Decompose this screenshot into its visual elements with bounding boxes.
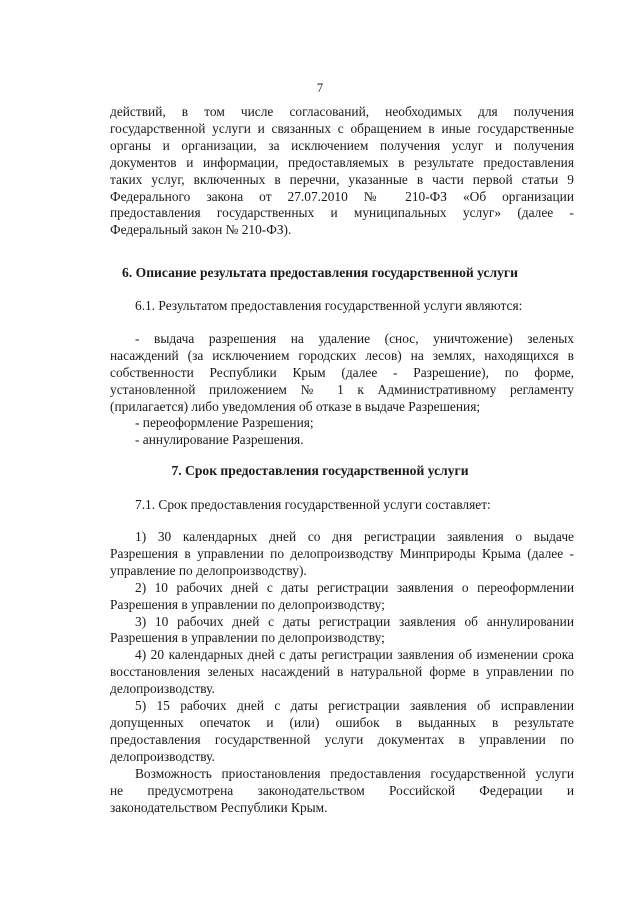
section-7-items — [110, 529, 574, 816]
text-line: не предусмотрена законодательством Российской Федерации и — [110, 782, 574, 798]
text-line: Федерального закона от 27.07.2010 № 210-ФЗ «Об организации — [110, 188, 574, 204]
text-line: 3) 10 рабочих дней с даты регистрации заявления об аннулировании — [135, 613, 574, 629]
text-line: органы и организации, за исключением получения услуг и получения — [110, 137, 574, 153]
text-line: документов и информации, предоставляемых в результате предоставления — [110, 154, 574, 170]
intro-paragraph — [110, 104, 574, 239]
text-line: - переоформление Разрешения; — [135, 415, 314, 430]
section-6-heading: 6. Описание результата предоставления государственной услуги — [122, 265, 518, 280]
text-line: предоставления государственной услуги документах в управлении по — [110, 731, 574, 747]
text-line: Федеральный закон № 210-ФЗ). — [110, 222, 292, 238]
text-line: допущенных опечаток и (или) ошибок в выданных в результате — [110, 714, 574, 730]
text-line: 2) 10 рабочих дней с даты регистрации заявления о переоформлении — [135, 579, 574, 595]
text-line: Разрешения в управлении по делопроизводству Минприроды Крыма (далее - — [110, 545, 574, 561]
page-number: 7 — [316, 81, 324, 95]
text-line: 4) 20 календарных дней с даты регистрации заявления об изменении срока — [135, 647, 574, 663]
text-line: действий, в том числе согласований, необходимых для получения — [110, 104, 574, 119]
text-line: собственности Республики Крым (далее - Разрешение), по форме, — [110, 364, 574, 380]
text-line: - выдача разрешения на удаление (снос, уничтожение) зеленых — [135, 331, 574, 346]
section-6-intro — [110, 298, 574, 315]
text-line: 7.1. Срок предоставления государственной услуги составляет: — [135, 497, 491, 512]
text-line: Разрешения в управлении по делопроизводству; — [110, 596, 385, 612]
text-line: управление по делопроизводству). — [110, 562, 307, 578]
text-line: 6.1. Результатом предоставления государственной услуги являются: — [135, 298, 523, 313]
section-7-heading: 7. Срок предоставления государственной услуги — [171, 463, 469, 478]
text-line: Возможность приостановления предоставления государственной услуги — [135, 765, 574, 781]
text-line: (прилагается) либо уведомления об отказе в выдаче Разрешения; — [110, 398, 481, 414]
text-line: 5) 15 рабочих дней с даты регистрации заявления об исправлении — [135, 698, 574, 714]
text-line: Разрешения в управлении по делопроизводству; — [110, 630, 385, 646]
text-line: государственной услуги и связанных с обращением в иные государственные — [110, 120, 574, 136]
text-line: предоставления государственных и муниципальных услуг» (далее - — [110, 205, 574, 221]
section-6-items-rest — [110, 415, 574, 449]
text-line: насаждений (за исключением городских лесов) на землях, находящихся в — [110, 347, 574, 363]
text-line: законодательством Республики Крым. — [110, 799, 328, 815]
section-6-item-1 — [110, 331, 574, 416]
text-line: делопроизводству. — [110, 748, 215, 764]
text-line: - аннулирование Разрешения. — [135, 431, 304, 447]
text-line: восстановления зеленых насаждений в натуральной форме в управлении по — [110, 664, 574, 680]
text-line: таких услуг, включенных в перечни, указанные в части первой статьи 9 — [110, 171, 574, 187]
text-line: делопроизводству. — [110, 681, 215, 697]
text-line: установленной приложением № 1 к Административному регламенту — [110, 381, 574, 397]
section-7-intro — [110, 497, 574, 514]
text-line: 1) 30 календарных дней со дня регистрации заявления о выдаче — [135, 529, 574, 544]
